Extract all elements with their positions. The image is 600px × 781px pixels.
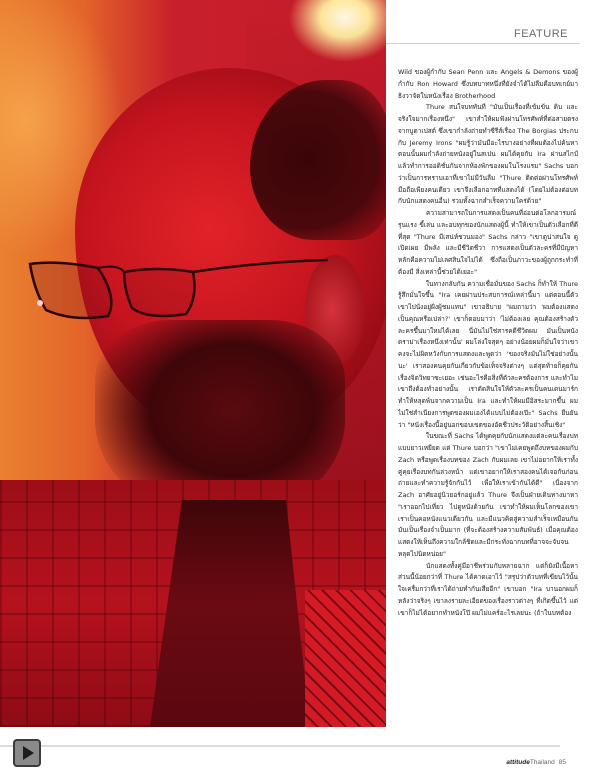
article-paragraph: ความสามารถในการแสดงเป็นคนที่อ่อนต่อโลกอารมณ์รุนแรง ขี้เล่น และอบทุกของนักแสดงผู้นี้ ทำให้เขาเป็นตัวเลือกที่ดีที่สุด "Thure มีเสน่ห์ชวนมอง" Sachs กล่าว "เขาดูน่าสนใจ ดูเปิดเผย มีพลัง และมีชีวิตชีวา การแสดงเป็นตัวละครที่มีปัญหาหลักคือความไม่เลศสินใจไม่ได้ ซึ่งถือเป็นภาวะของผู้ถูกกระทำที่ต้องมี สิ่งเหล่านี้ช่วยได้เยอะ" [398, 209, 578, 276]
play-icon [23, 746, 34, 760]
article-paragraph: Thure สนใจบททันที "มันเป็นเรื่องที่เข้มข้น ดิบ และจริงใจมากเรื่องหนึ่ง" เขาสำให้ผมฟังผ่านโทรศัพท์ที่ต่อสายตรงจากบูดาเปสต์ ซึ่งเขากำลังถ่ายทำซีรีส์เรื่อง The Borgias ประกบกับ Jeremy Irons "ผมรู้ว่ามันมีอะไรบางอย่างที่ผมต้องไปค้นหา ตอนนั้นผมกำลังถ่ายหนังอยู่ในสเปน ผมได้คุยกับ Ira ผ่านสไกป์ แล้วทำการออดิชั่นกันจากห้องพักของผมในโรงแรม" Sachs บอกว่าเป็นการทราบเอาที่เขาไม่มีวันลืม "Thure ติดต่อผ่านโทรศัพท์มือถือเพียงคนเดียว เขาจึงเลือกอาทที่แสดงได้ (โดยไม่ต้องต่อบทกับนักแสดงคนอื่น) รวมทั้งฉากสำเร็จความใคร่ด้วย" [398, 103, 578, 206]
photo-collar [305, 590, 386, 727]
article-paragraph: ในทางกลับกัน ความเชื่อมั่นของ Sachs ก็ทำให้ Thure รู้สึกมั่นใจขึ้น "Ira เคยผ่านประสบการณ์เหล่านี้มา แต่ตอนนี้ตัวเขาไปนั่งอยู่ฝั่งผู้ชมแทน" เขาอธิบาย "ผมถามว่า 'ผมต้องแสดงเป็นคุณหรือเปล่า?' เขาก็ตอบมาว่า 'ไม่ต้องเลย คุณต้องสร้างตัวละครขึ้นมาใหม่ได้เลย นี่มันไม่ใช่สารคดีชีวิตผม มันเป็นหนังดราม่าเรื่องหนึ่งเท่านั้น' ผมโล่งใจสุดๆ อย่างน้อยผมก็มั่นใจว่าเขาคงจะไม่ผิดหวังกับการแสดงและพูดว่า 'ของจริงมันไม่ใช่อย่างนั้นนะ' เราสองคนคุยกันเกี่ยวกับข้อเท็จจริงต่างๆ แต่สุดท้ายก็คุยกันเรื่องจิตวิทยาซะเยอะ เช่นอะไรคือสิ่งที่ตัวละครต้องการ และทำไมเขาถึงต้องทำอย่างนั้น เราตัดสินใจให้ตัวละครเป็นคนเดนมาร์ก ทำให้หลุดพ้นจากความเป็น Ira และทำให้ผมมีอิสระมากขึ้น ผมไม่ใช่สำเนียงการพูดของผมเองได้แบบไม่ต้องเป๊ะ" Sachs ยืนยันว่า "หนังเรื่องนี้อยู่นอกขอบเขตของอัตชีวประวัติอย่างสิ้นเชิง" [398, 279, 578, 429]
header-divider [386, 43, 580, 44]
magazine-brand-suffix: Thailand [529, 759, 555, 766]
footer-divider [0, 745, 560, 747]
play-button[interactable] [13, 739, 41, 767]
page-number: 85 [558, 759, 566, 766]
glasses-icon [28, 258, 328, 328]
article-body [398, 67, 578, 619]
article-paragraph: นักแสดงทั้งคู่มีอาชีพร่วมกับหลายฉาก แต่ก็ยังมีเนื้อหาส่วนนี้น้อยกว่าที่ Thure ได้คาดเอาไว้ "สรุปว่าตัวบทที่เขียนไว้นั้นใจเครื่มกว่าที่เราได้ถ่ายทำกันเสียอีก" เขาบอก "Ira บานอกผมก็หลังว่าจริงๆ เขาลงรายละเอียดของเรื่องราวต่างๆ ที่เกิดขึ้นไว้ แต่เขาก็ไม่ได้อยากทำหนังโป๊ ผมไม่แคร์อะไรเลยนะ (ถ้าในบทต้อง [398, 561, 578, 617]
section-label: FEATURE [513, 28, 568, 40]
article-paragraph: Wild ของผู้กำกับ Sean Penn และ Angels & Demons ของผู้กำกับ Ron Howard ซึ่งบทบาทหนึ่งที่ยังจำได้ไม่ลืมคือบทเกย์มาธิงวาจัดในหนังเรื่อง Brotherhood [398, 68, 578, 100]
article-paragraph: ในขณะที่ Sachs ได้พูดคุยกับนักแสดงแต่ละคนเรื่องบทแบบยาวเหยียด แต่ Thure บอกว่า "เขาไม่เคยพูดถึงบทของผมกับ Zach หรือพูดเรื่องบทของ Zach กับผมเลย เขาไม่อยากให้เราทั้งคู่คุยเรื่องบทกันล่วงหน้า แต่เขาอยากให้เราสองคนได้เจอกันก่อนถ่ายและทำความรู้จักกันไว้ เพื่อให้เราเข้ากันได้ดี" เนื่องจาก Zach อาศัยอยู่นิวยอร์กอยู่แล้ว Thure จึงเป็นฝ่ายเดินทางมาหา "เราออกไปเที่ยว ไปดูหนังด้วยกัน เขาทำให้ผมเห็นโลกของเขา เราเป็นคอหนังแนวเดียวกัน และมีแนวคิดสู่ความสำเร็จเหมือนกัน มันเป็นเรื่องจำเป็นมาก (ที่จะต้องสร้างความสัมพันธ์) เมื่อคุณต้องแสดงให้เห็นถึงความใกล้ชิดและมีกระทั่งฉากบทที่อาจจะจับจนหลุดไปนิดหน่อย" [398, 432, 578, 558]
page-folio [506, 759, 566, 766]
magazine-brand: attitude [506, 759, 530, 766]
